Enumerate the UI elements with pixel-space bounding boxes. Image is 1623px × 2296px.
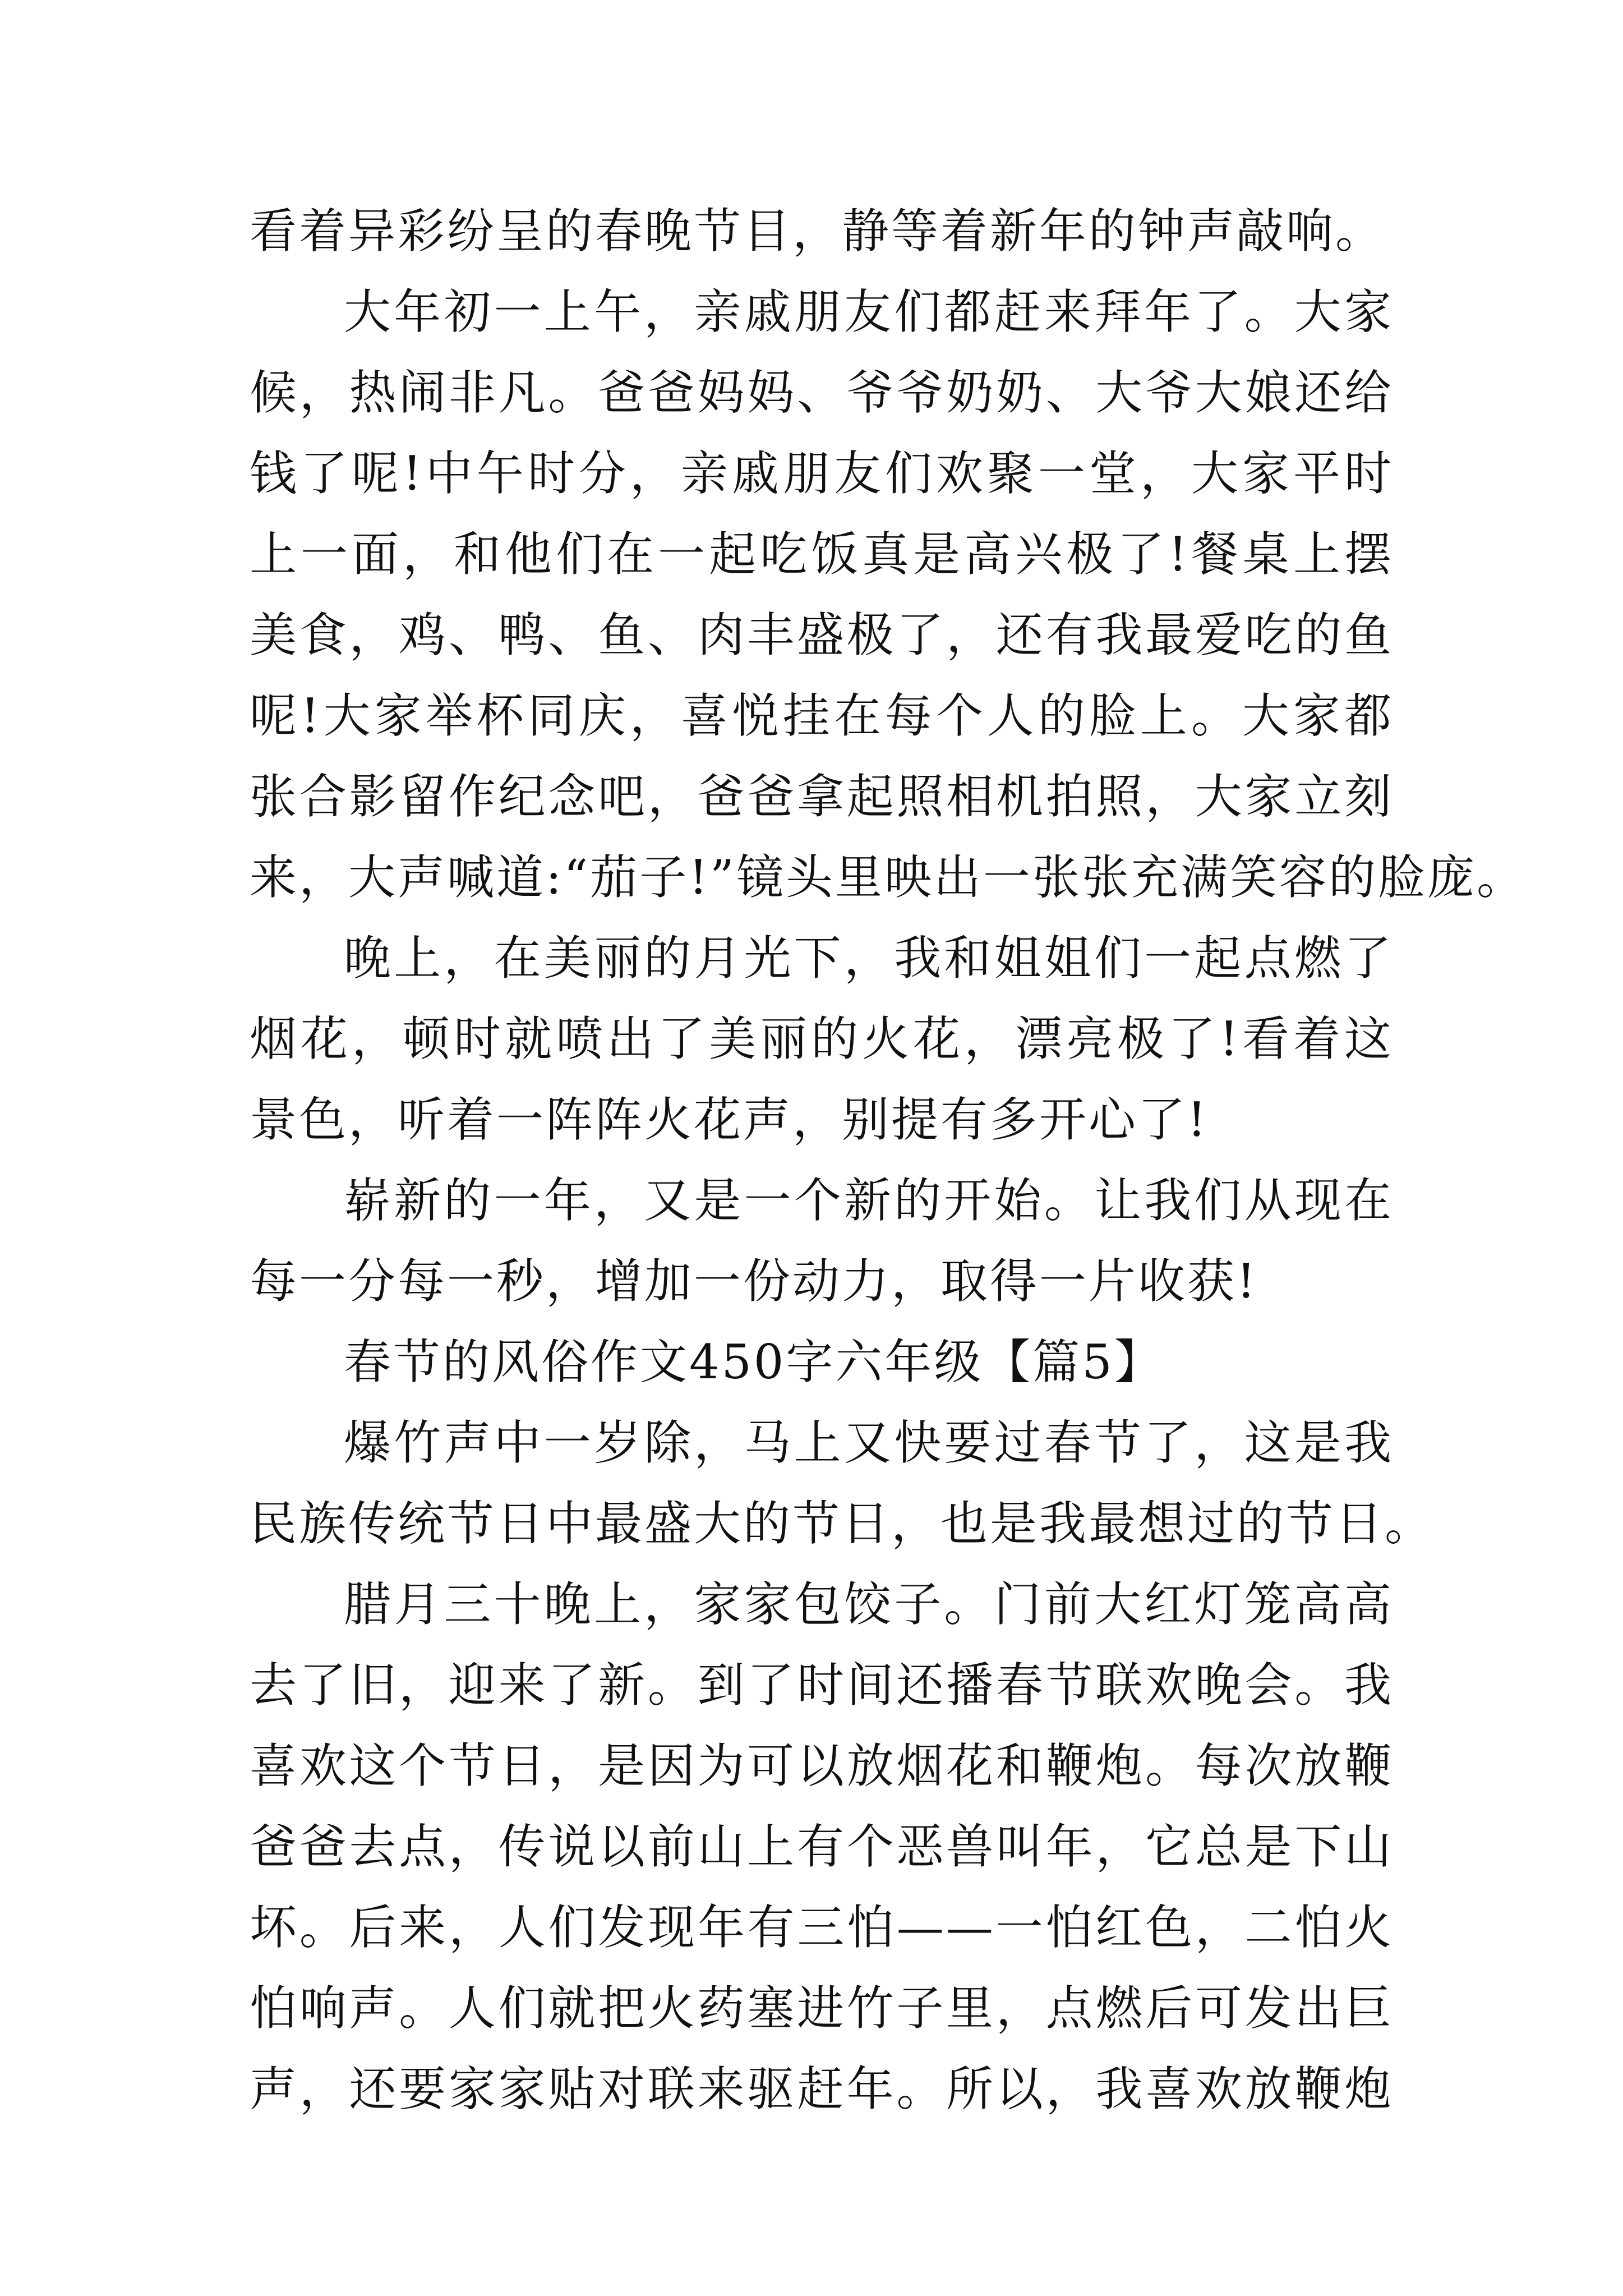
text-line: 怕响声。人们就把火药塞进竹子里，点燃后可发出巨 (250, 1981, 1394, 2036)
text-line: 美食，鸡、鸭、鱼、肉丰盛极了，还有我最爱吃的鱼 (250, 608, 1394, 662)
paragraph-start-line: 崭新的一年，又是一个新的开始。让我们从现在 (344, 1173, 1394, 1228)
paragraph-start-line: 爆竹声中一岁除，马上又快要过春节了，这是我 (344, 1415, 1394, 1470)
text-line: 去了旧，迎来了新。到了时间还播春节联欢晚会。我 (250, 1658, 1394, 1713)
text-line: 呢!大家举杯同庆，喜悦挂在每个人的脸上。大家都 (250, 688, 1394, 743)
text-line: 钱了呢!中午时分，亲戚朋友们欢聚一堂，大家平时 (250, 446, 1394, 501)
text-line: 来，大声喊道:“茄子!”镜头里映出一张张充满笑容的脸庞。 (250, 850, 1526, 905)
text-line: 声，还要家家贴对联来驱赶年。所以，我喜欢放鞭炮 (250, 2062, 1394, 2116)
text-line: 看着异彩纷呈的春晚节目，静等着新年的钟声敲响。 (250, 204, 1385, 259)
text-line: 烟花，顿时就喷出了美丽的火花，漂亮极了!看着这 (250, 1011, 1394, 1066)
section-heading: 春节的风俗作文450字六年级【篇5】 (344, 1335, 1164, 1389)
text-line: 喜欢这个节日，是因为可以放烟花和鞭炮。每次放鞭 (250, 1738, 1394, 1793)
paragraph-start-line: 大年初一上午，亲戚朋友们都赶来拜年了。大家 (344, 284, 1394, 339)
text-line: 坏。后来，人们发现年有三怕——一怕红色，二怕火 (250, 1900, 1394, 1955)
text-line: 景色，听着一阵阵火花声，别提有多开心了! (250, 1092, 1209, 1147)
text-line: 每一分每一秒，增加一份动力，取得一片收获! (250, 1254, 1258, 1309)
paragraph-start-line: 腊月三十晚上，家家包饺子。门前大红灯笼高高 (344, 1577, 1394, 1632)
text-line: 候，热闹非凡。爸爸妈妈、爷爷奶奶、大爷大娘还给 (250, 365, 1394, 420)
paragraph-start-line: 晚上，在美丽的月光下，我和姐姐们一起点燃了 (344, 931, 1394, 986)
text-line: 爸爸去点，传说以前山上有个恶兽叫年，它总是下山 (250, 1819, 1394, 1874)
essay-body (250, 191, 1526, 2129)
text-line: 张合影留作纪念吧，爸爸拿起照相机拍照，大家立刻 (250, 769, 1394, 824)
text-line: 民族传统节日中最盛大的节日，也是我最想过的节日。 (250, 1496, 1435, 1551)
text-line: 上一面，和他们在一起吃饭真是高兴极了!餐桌上摆 (250, 527, 1394, 582)
